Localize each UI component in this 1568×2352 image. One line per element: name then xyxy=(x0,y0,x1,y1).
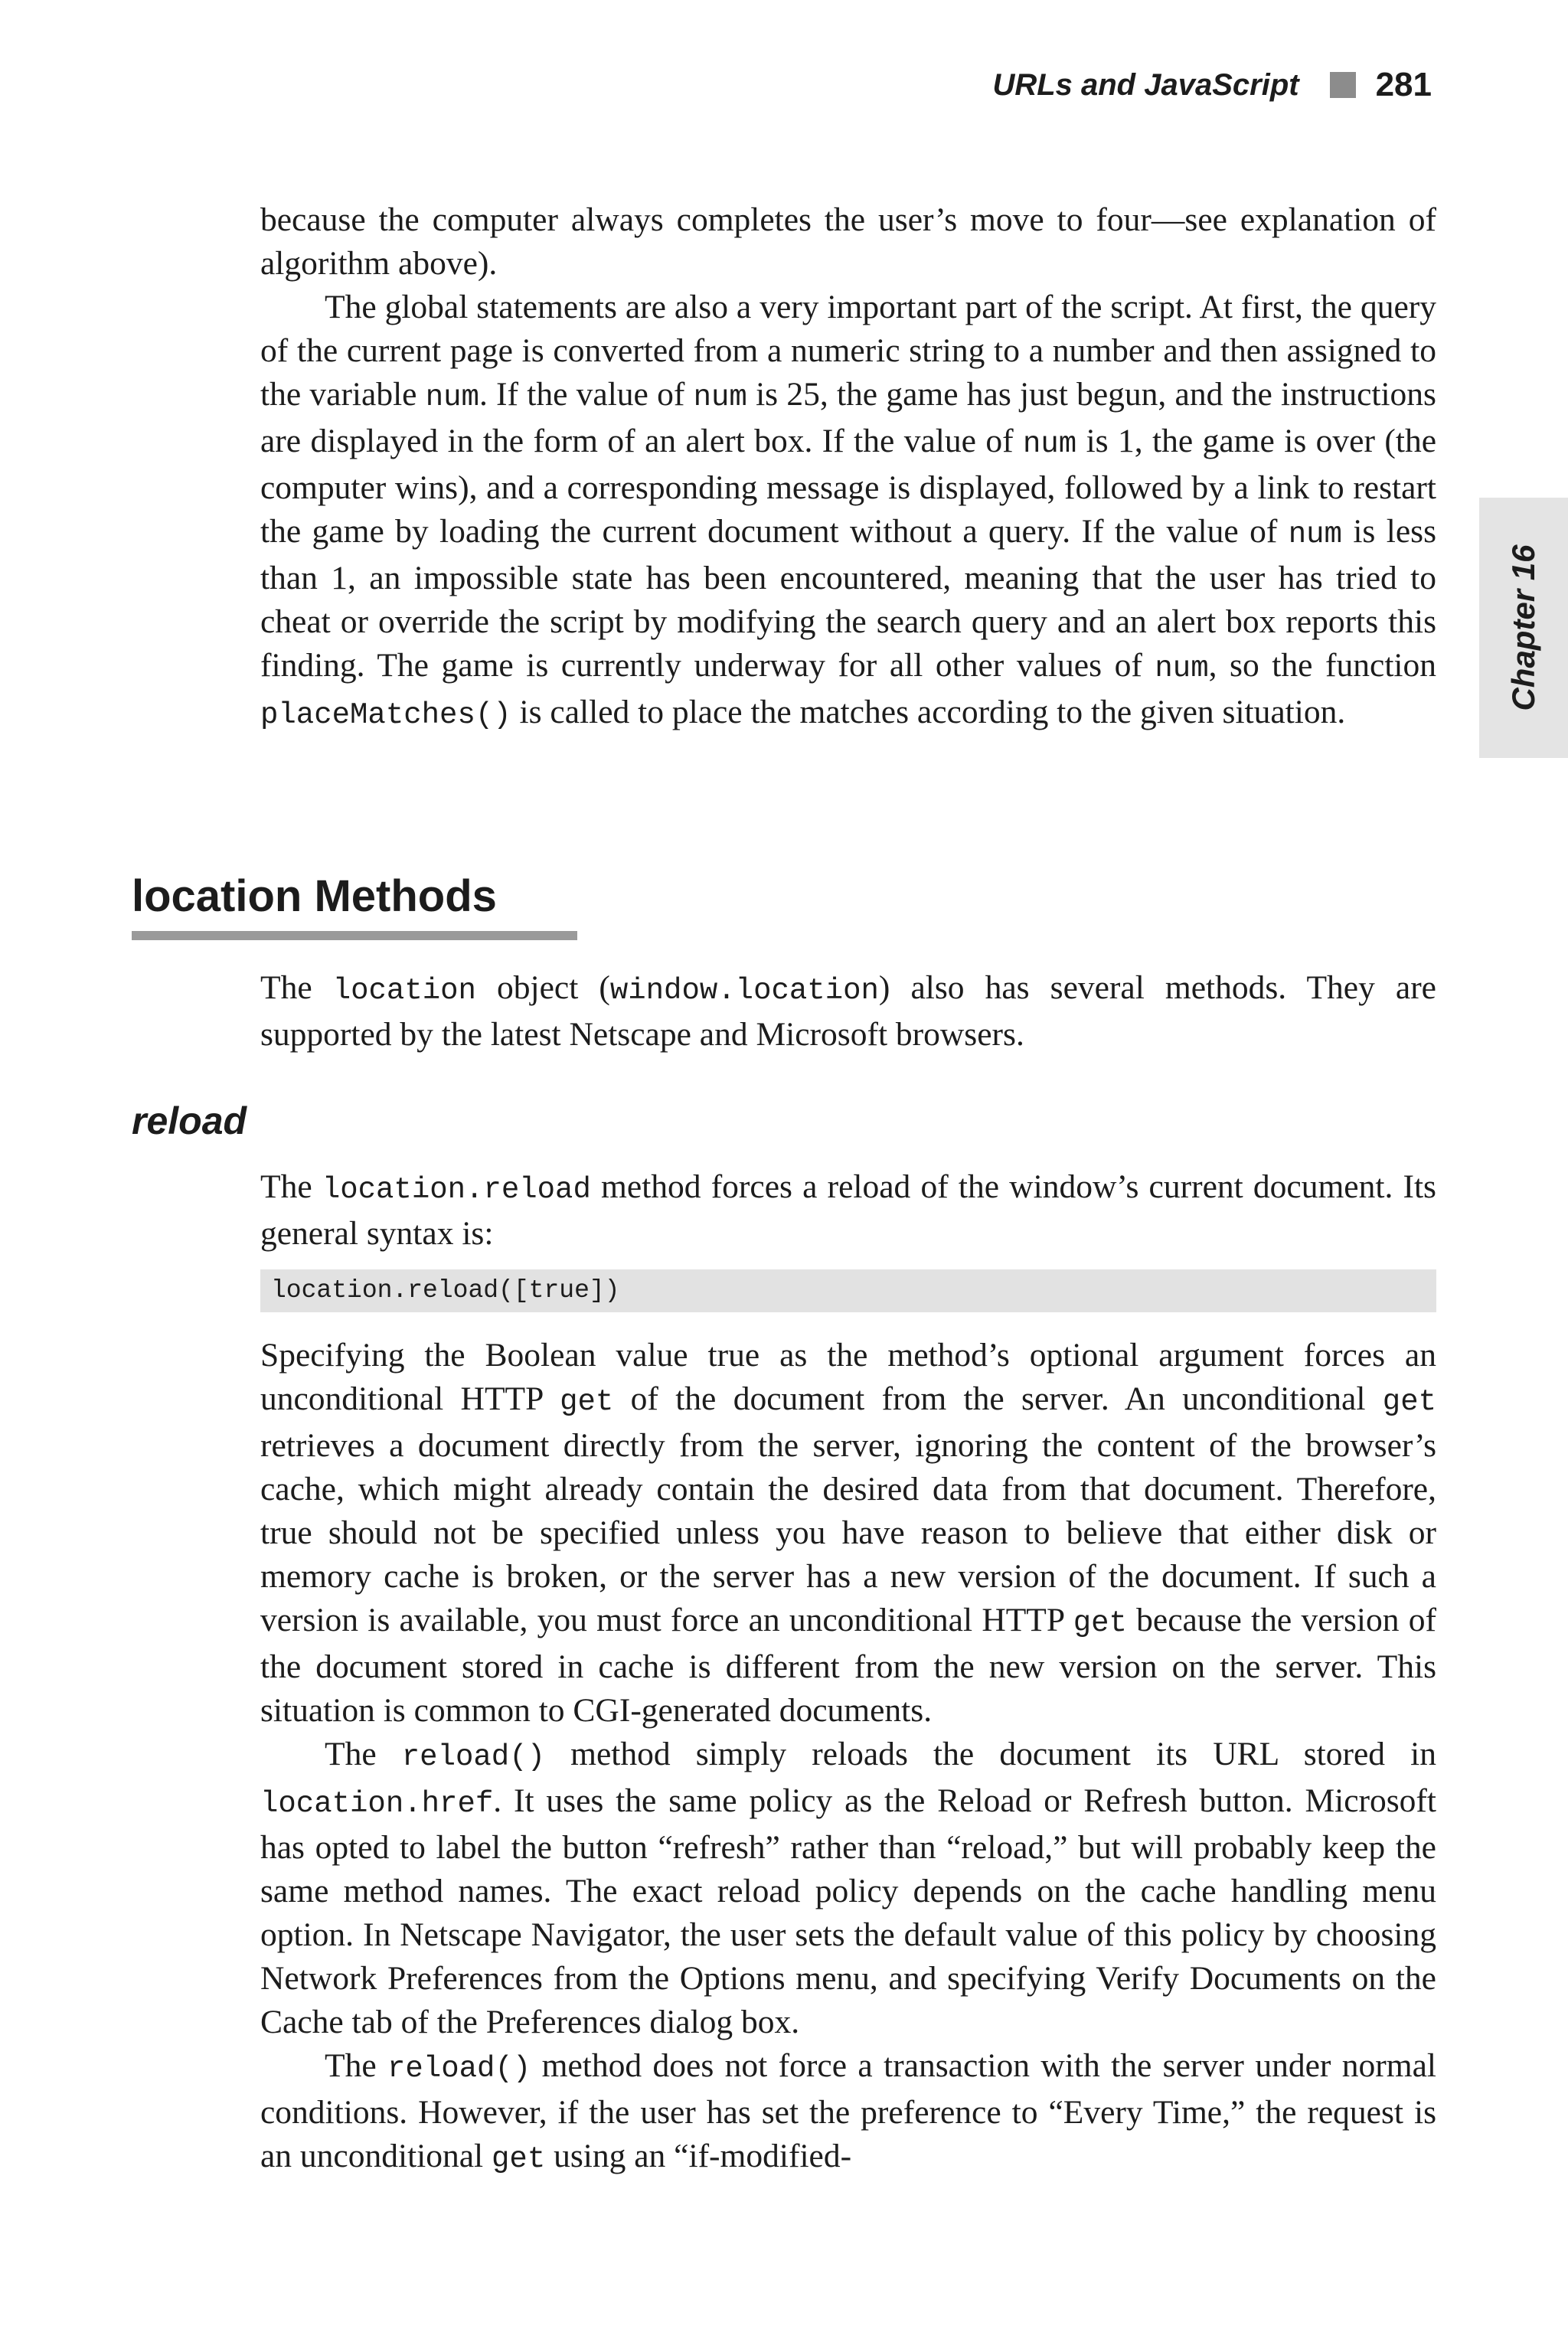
code-inline: num xyxy=(425,381,479,414)
text-run: , so the function xyxy=(1208,647,1436,684)
text-run: The xyxy=(260,1168,322,1205)
text-run: The xyxy=(325,2047,388,2084)
text-run: The xyxy=(260,969,333,1006)
running-head-title: URLs and JavaScript xyxy=(992,67,1299,102)
code-inline: reload() xyxy=(387,2052,531,2086)
intro-paragraph-2 xyxy=(260,286,1436,737)
code-inline: num xyxy=(1155,652,1209,685)
text-run: Specifying the Boolean value true as the method’s optional argument forces an unconditional HTTP xyxy=(260,1337,1436,1417)
reload-body-text xyxy=(260,1334,1436,2181)
code-inline: window.location xyxy=(609,974,879,1008)
section-intro-paragraph xyxy=(260,966,1436,1057)
code-inline: num xyxy=(1022,427,1077,461)
page-number: 281 xyxy=(1375,66,1432,103)
text-run: The global statements are also a very important part of the script. At first, the query of the current page is converted from a numeric string to a number and then assigned to the variable xyxy=(260,289,1436,413)
code-inline: get xyxy=(492,2142,546,2176)
text-run: . If the value of xyxy=(479,376,694,413)
reload-intro-text xyxy=(260,1165,1436,1256)
text-run: The xyxy=(325,1736,402,1772)
intro-text xyxy=(260,198,1436,737)
chapter-tab-label: Chapter 16 xyxy=(1505,544,1541,711)
section-intro-text xyxy=(260,966,1436,1057)
chapter-side-tab xyxy=(1479,498,1568,758)
text-run: using an “if-modified- xyxy=(545,2138,852,2174)
text-run: . It uses the same policy as the Reload or Refresh button. Microsoft has opted to label the button “refresh” rather than “reload,” but will probably keep the same method names. The exact reload policy depends on the cache handling menu option. In Netscape Navigator, the user sets the default value of this policy by choosing Network Preferences from the Options menu, and specifying Verify Documents on the Cache tab of the Preferences dialog box. xyxy=(260,1782,1436,2040)
text-run: method simply reloads the document its URL stored in xyxy=(545,1736,1436,1772)
code-inline: reload() xyxy=(401,1740,545,1774)
code-inline: num xyxy=(1288,518,1342,551)
text-run: retrieves a document directly from the server, ignoring the content of the browser’s cache, which might already contain the desired data from that document. Therefore, true should not be specified unless you have reason to believe that either disk or memory cache is broken, or the server has a new version of the document. If such a version is available, you must force an unconditional HTTP xyxy=(260,1427,1436,1638)
text-run: method does not force a transaction with the server under normal conditions. However, if the user has set the preference to “Every Time,” the request is an unconditional xyxy=(260,2047,1436,2174)
text-run: ) also has several methods. They are supported by the latest Netscape and Microsoft browsers. xyxy=(260,969,1436,1053)
code-inline: get xyxy=(1073,1606,1127,1640)
code-inline: num xyxy=(693,381,747,414)
text-run: because the version of the document stored in cache is different from the new version on the server. This situation is common to CGI-generated documents. xyxy=(260,1602,1436,1729)
code-inline: location xyxy=(332,974,476,1008)
text-run: object ( xyxy=(475,969,610,1006)
reload-paragraph-4 xyxy=(260,2044,1436,2181)
text-run: method forces a reload of the window’s current document. Its general syntax is: xyxy=(260,1168,1436,1252)
intro-paragraph-1 xyxy=(260,198,1436,286)
code-inline: get xyxy=(1382,1385,1437,1419)
running-head-square-icon xyxy=(1330,72,1356,98)
text-run: is called to place the matches according to the given situation. xyxy=(511,694,1346,730)
section-heading-rule xyxy=(132,931,577,940)
code-inline: get xyxy=(560,1385,614,1419)
reload-paragraph-2 xyxy=(260,1334,1436,1733)
subsection-heading-reload: reload xyxy=(132,1099,247,1142)
code-inline: placeMatches() xyxy=(260,698,511,732)
text-run: of the document from the server. An unconditional xyxy=(613,1380,1383,1417)
syntax-code-block: location.reload([true]) xyxy=(260,1269,1436,1312)
reload-paragraph-1 xyxy=(260,1165,1436,1256)
code-inline: location.reload xyxy=(322,1173,591,1207)
section-heading: location Methods xyxy=(132,871,497,921)
text-run: is 1, the game is over (the computer wins), and a corresponding message is displayed, followed by a link to restart the game by loading the current document without a query. If the value of xyxy=(260,423,1436,550)
running-head xyxy=(992,66,1432,104)
code-inline: location.href xyxy=(260,1787,494,1821)
text-run: is less than 1, an impossible state has been encountered, meaning that the user has tried to cheat or override the script by modifying the search query and an alert box reports this finding. The game is currently underway for all other values of xyxy=(260,513,1437,684)
text-run: is 25, the game has just begun, and the instructions are displayed in the form of an alert box. If the value of xyxy=(260,376,1436,459)
text-run: because the computer always completes the user’s move to four—see explanation of algorithm above). xyxy=(260,201,1436,282)
reload-paragraph-3 xyxy=(260,1733,1436,2044)
